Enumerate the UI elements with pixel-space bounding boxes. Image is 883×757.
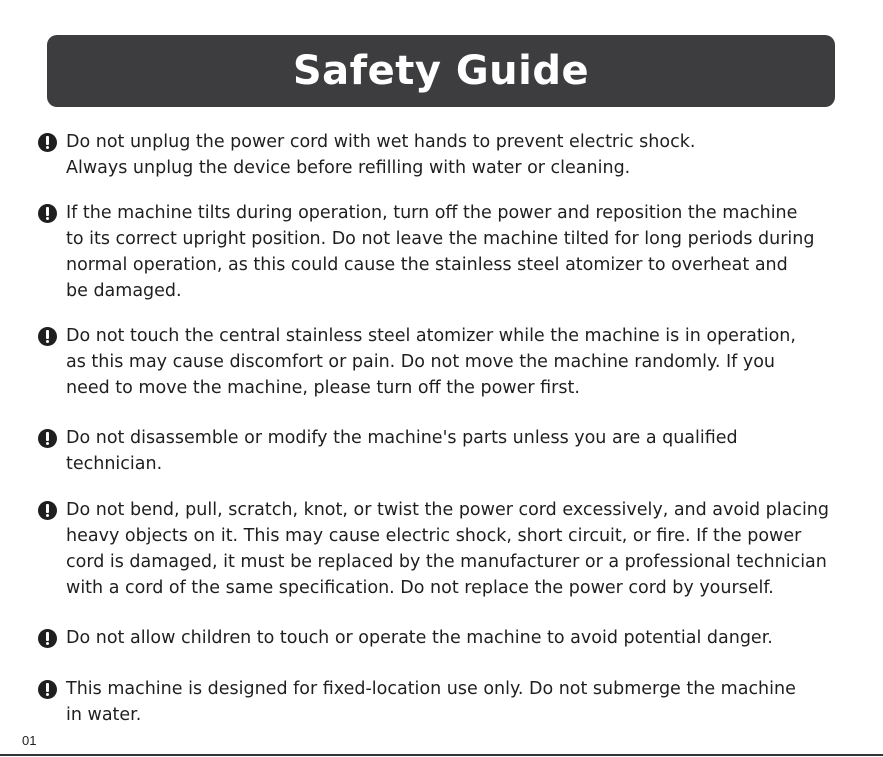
safety-item-text: Do not disassemble or modify the machine's parts unless you are a qualified technician.: [66, 428, 738, 474]
exclamation-circle-icon: [38, 204, 57, 223]
exclamation-circle-icon: [38, 680, 57, 699]
safety-item: [38, 323, 868, 401]
exclamation-circle-icon: [38, 327, 57, 346]
safety-item: [38, 625, 868, 651]
page-title: Safety Guide: [292, 48, 590, 94]
exclamation-circle-icon: [38, 429, 57, 448]
safety-item-text: Do not bend, pull, scratch, knot, or twist the power cord excessively, and avoid placing heavy objects on it. This may cause electric shock, short circuit, or fire. If the power cord is damaged, it must be replaced by the manufacturer or a professional technician with a cord of the same specification. Do not replace the power cord by yourself.: [66, 500, 830, 598]
exclamation-circle-icon: [38, 629, 57, 648]
page-number: 01: [22, 733, 37, 748]
safety-item-text: If the machine tilts during operation, turn off the power and reposition the machine to its correct upright position. Do not leave the machine tilted for long periods during normal operation, as this could cause the stainless steel atomizer to overheat and be damaged.: [66, 203, 815, 301]
safety-item-text: Do not touch the central stainless steel atomizer while the machine is in operation, as this may cause discomfort or pain. Do not move the machine randomly. If you need to move the machine, please turn off the power first.: [66, 326, 796, 398]
safety-item: [38, 200, 868, 304]
safety-item-text: Do not unplug the power cord with wet hands to prevent electric shock. Always unplug the device before refilling with water or cleaning.: [66, 132, 696, 178]
footer-divider: [0, 754, 883, 756]
title-banner: [47, 35, 835, 107]
exclamation-circle-icon: [38, 501, 57, 520]
safety-item: [38, 676, 868, 728]
safety-item: [38, 129, 868, 181]
safety-item-text: Do not allow children to touch or operate the machine to avoid potential danger.: [66, 628, 773, 648]
safety-item: [38, 425, 868, 477]
safety-item-text: This machine is designed for fixed-location use only. Do not submerge the machine in water.: [66, 679, 796, 725]
safety-item: [38, 497, 868, 601]
exclamation-circle-icon: [38, 133, 57, 152]
